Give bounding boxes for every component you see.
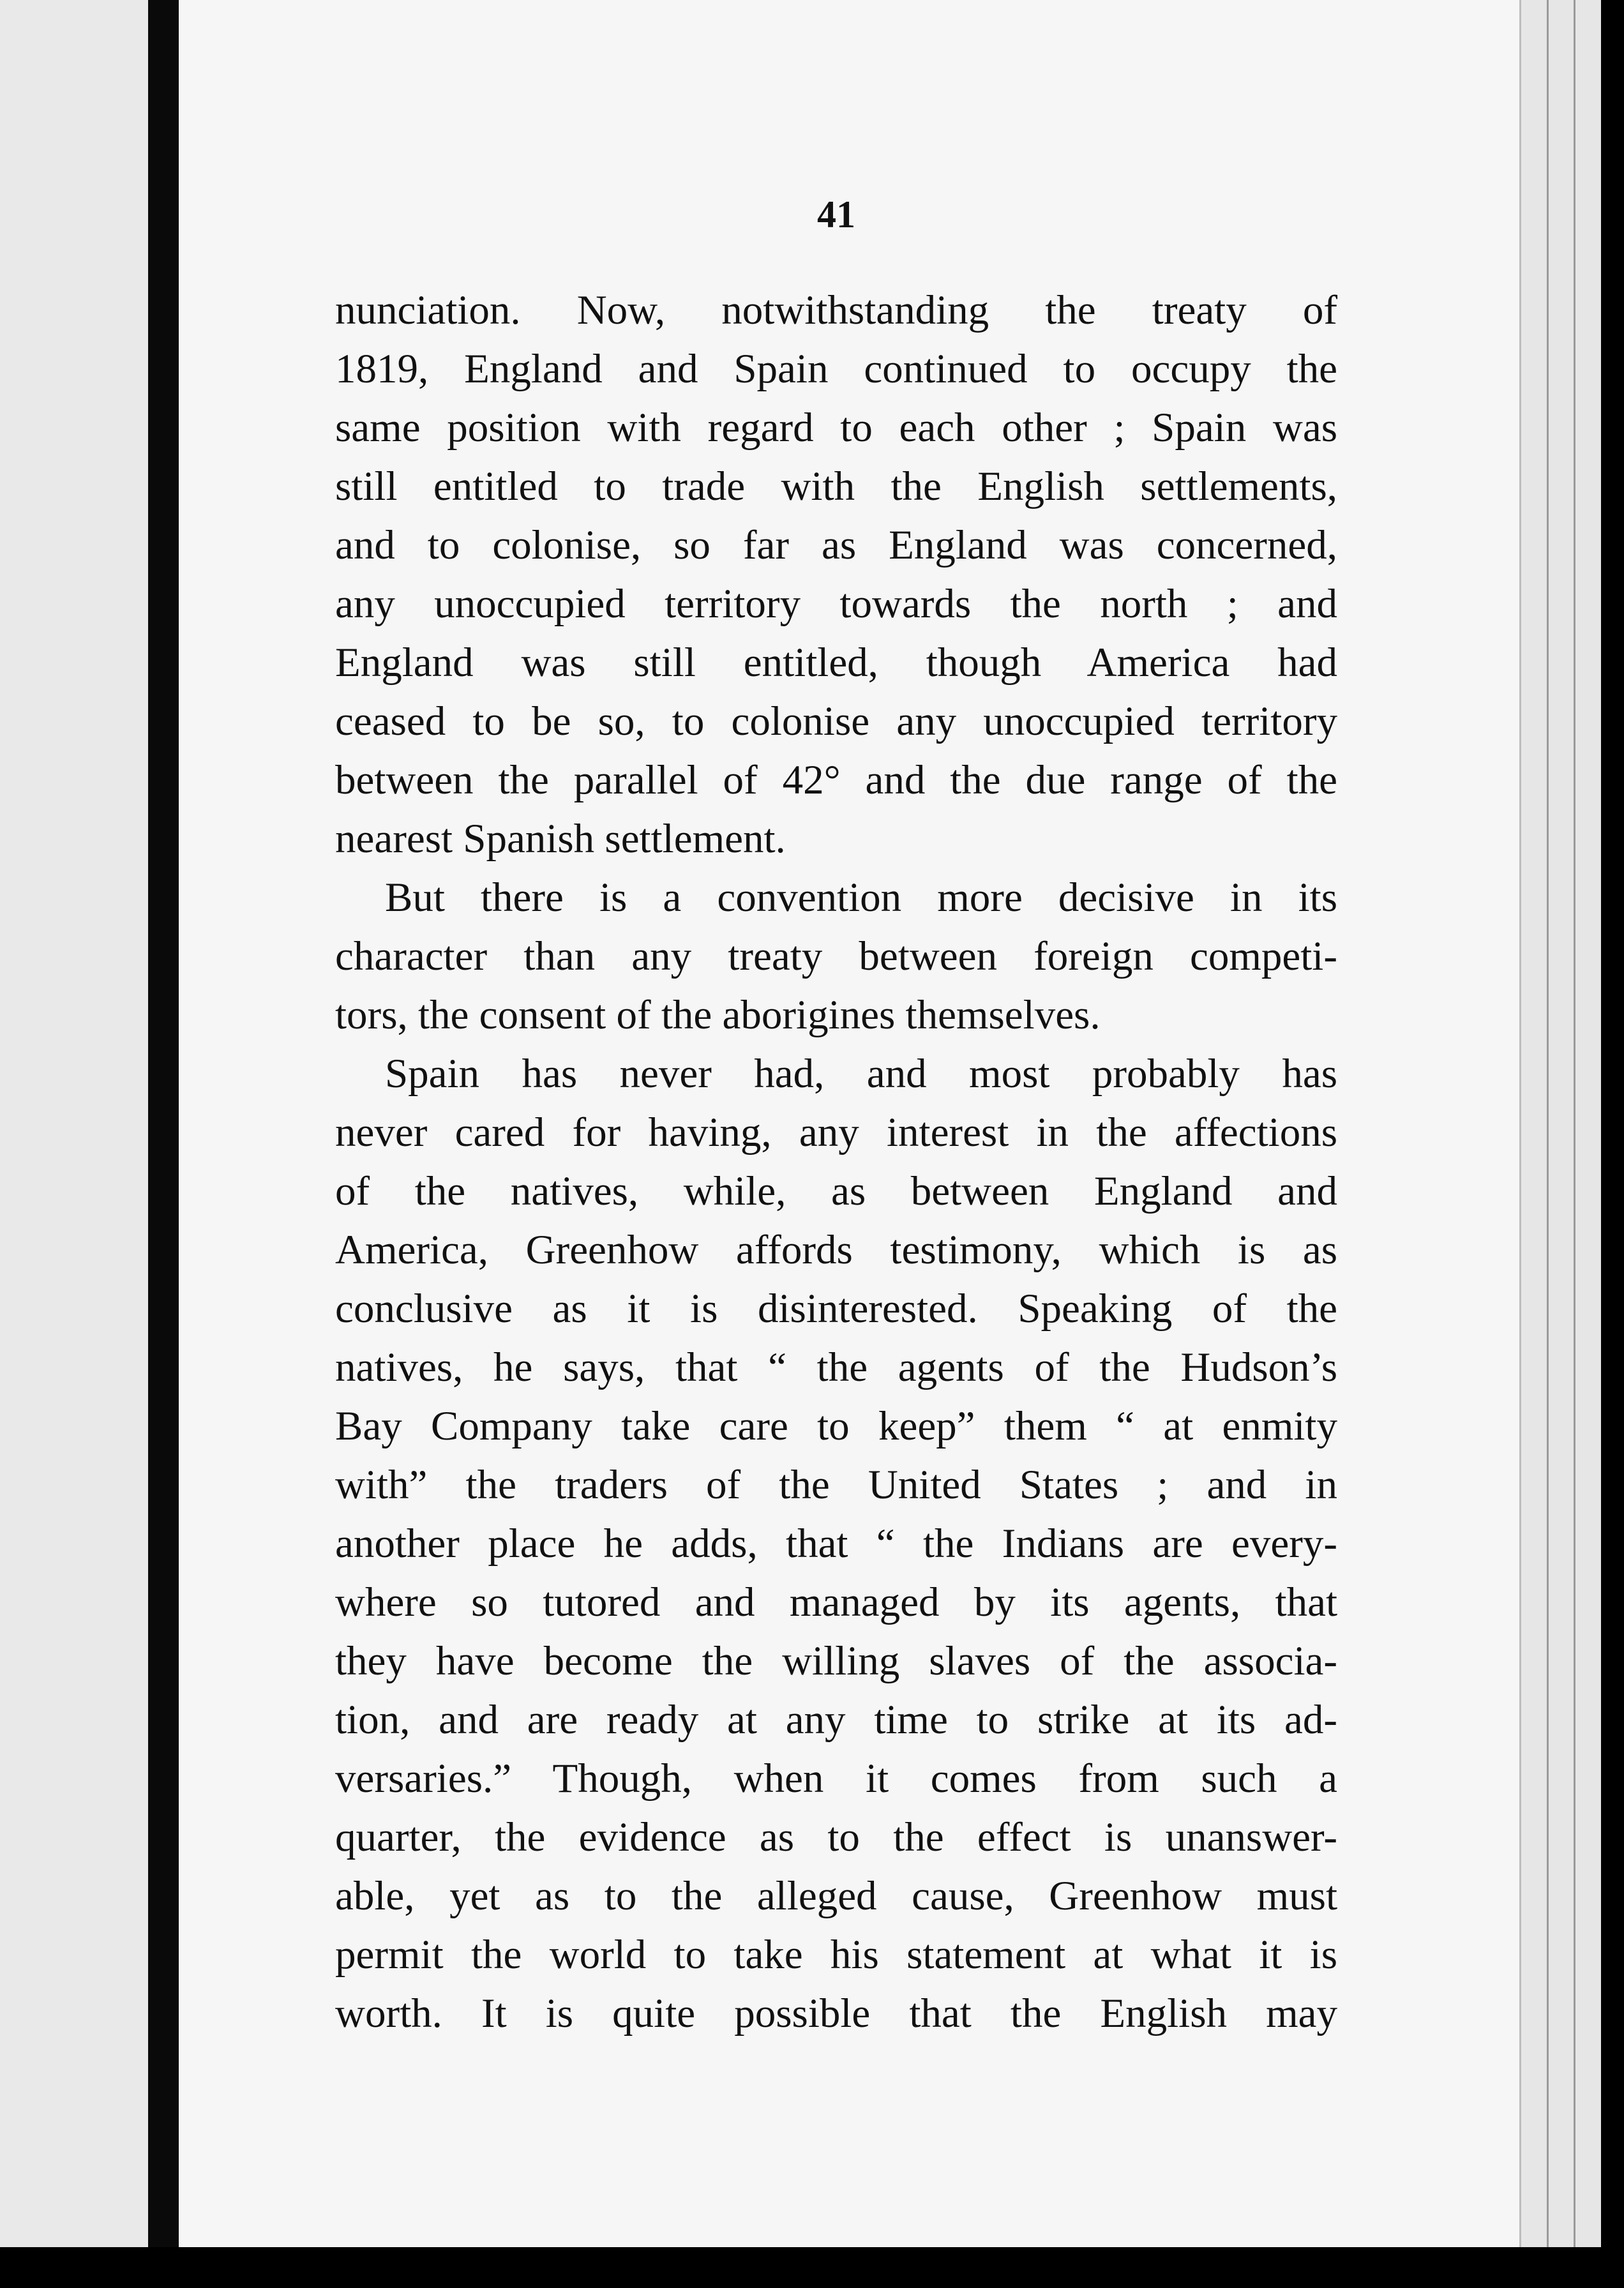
text-line: they have become the willing slaves of the associa-: [335, 1638, 1337, 1684]
scan-background: [0, 2247, 1624, 2288]
text-line: ceased to be so, to colonise any unoccupied territory: [335, 698, 1337, 744]
text-line: 1819, England and Spain continued to occupy the: [335, 346, 1337, 392]
paragraph: [335, 1044, 1337, 2043]
page-edge-line: [1574, 0, 1575, 2247]
text-line: where so tutored and managed by its agents, that: [335, 1579, 1337, 1625]
text-line: America, Greenhow affords testimony, which is as: [335, 1227, 1337, 1273]
text-line: never cared for having, any interest in the affections: [335, 1110, 1337, 1155]
text-line: between the parallel of 42° and the due range of the: [335, 757, 1337, 803]
body-text: [335, 281, 1337, 2043]
text-line: and to colonise, so far as England was concerned,: [335, 522, 1337, 568]
page-number: 41: [817, 193, 855, 236]
paragraph: [335, 868, 1337, 1044]
text-line: worth. It is quite possible that the English may: [335, 1991, 1337, 2036]
text-line: same position with regard to each other ; Spain was: [335, 405, 1337, 451]
paragraph: [335, 281, 1337, 868]
text-line: nunciation. Now, notwithstanding the treaty of: [335, 287, 1337, 333]
text-line: England was still entitled, though America had: [335, 640, 1337, 686]
text-line: tion, and are ready at any time to strike at its ad-: [335, 1697, 1337, 1743]
text-line: versaries.” Though, when it comes from such a: [335, 1756, 1337, 1802]
page-stack-edge: [1519, 0, 1601, 2247]
page-edge-line: [1547, 0, 1549, 2247]
text-line: quarter, the evidence as to the effect is unanswer-: [335, 1814, 1337, 1860]
text-line: character than any treaty between foreign competi-: [335, 933, 1337, 979]
text-line: with” the traders of the United States ; and in: [335, 1462, 1337, 1508]
text-line: Spain has never had, and most probably has: [385, 1051, 1337, 1097]
text-line: any unoccupied territory towards the north ; and: [335, 581, 1337, 627]
text-line: natives, he says, that “ the agents of the Hudson’s: [335, 1344, 1337, 1390]
text-line: conclusive as it is disinterested. Speaking of the: [335, 1286, 1337, 1332]
adjacent-page-edge: [0, 0, 148, 2288]
text-line: tors, the consent of the aborigines themselves.: [335, 992, 1101, 1038]
text-line: permit the world to take his statement at what it is: [335, 1932, 1337, 1978]
text-line: of the natives, while, as between England and: [335, 1168, 1337, 1214]
text-line: another place he adds, that “ the Indians are every-: [335, 1521, 1337, 1567]
text-line: still entitled to trade with the English settlements,: [335, 463, 1337, 509]
text-line: nearest Spanish settlement.: [335, 816, 786, 862]
text-line: able, yet as to the alleged cause, Greenhow must: [335, 1873, 1337, 1919]
text-line: Bay Company take care to keep” them “ at enmity: [335, 1403, 1337, 1449]
text-line: But there is a convention more decisive in its: [385, 875, 1337, 921]
